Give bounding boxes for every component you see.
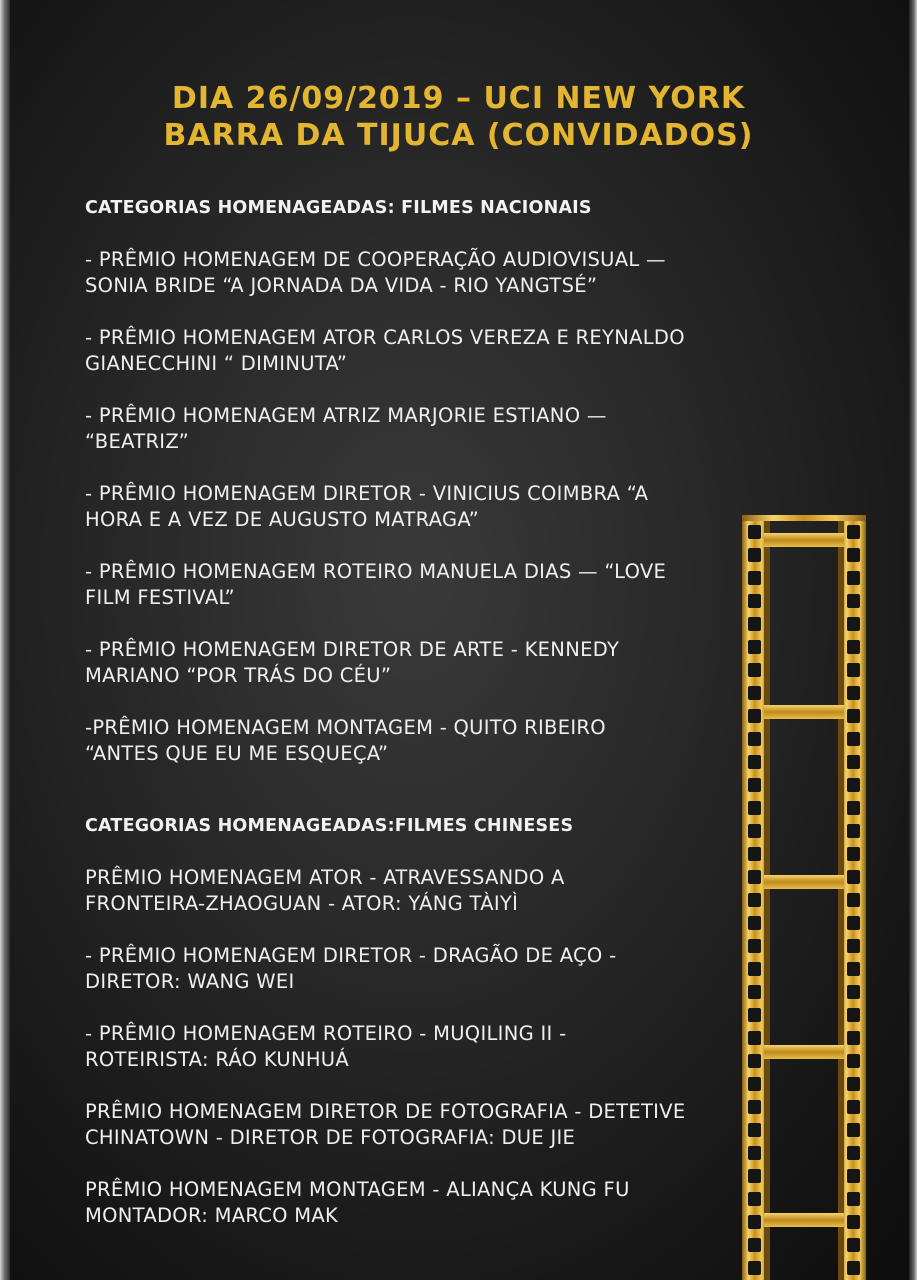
award-items [85,247,715,767]
event-date-venue: DIA 26/09/2019 – UCI NEW YORK [171,81,746,116]
award-item: - PRÊMIO HOMENAGEM ATOR CARLOS VEREZA E REYNALDO GIANECCHINI “ DIMINUTA” [85,326,685,375]
award-item: - PRÊMIO HOMENAGEM ROTEIRO - MUQILING II - ROTEIRISTA: RÁO KUNHUÁ [85,1022,567,1071]
award-list [85,195,715,1229]
film-strip-icon [742,515,866,1280]
award-items [85,865,715,1229]
section-title: CATEGORIAS HOMENAGEADAS:FILMES CHINESES [85,816,574,836]
award-item: - PRÊMIO HOMENAGEM DE COOPERAÇÃO AUDIOVISUAL — SONIA BRIDE “A JORNADA DA VIDA - RIO YANGTSÉ” [85,248,666,297]
section-national-films [85,195,715,767]
award-item: PRÊMIO HOMENAGEM DIRETOR DE FOTOGRAFIA - DETETIVE CHINATOWN - DIRETOR DE FOTOGRAFIA: DUE JIE [85,1100,686,1149]
event-header [0,80,917,154]
award-item: PRÊMIO HOMENAGEM MONTAGEM - ALIANÇA KUNG FU MONTADOR: MARCO MAK [85,1178,630,1227]
award-item: PRÊMIO HOMENAGEM ATOR - ATRAVESSANDO A FRONTEIRA-ZHAOGUAN - ATOR: YÁNG TÀIYÌ [85,866,565,915]
award-item: - PRÊMIO HOMENAGEM DIRETOR - DRAGÃO DE AÇO - DIRETOR: WANG WEI [85,944,617,993]
award-item: - PRÊMIO HOMENAGEM ATRIZ MARJORIE ESTIANO — “BEATRIZ” [85,404,607,453]
award-item: - PRÊMIO HOMENAGEM DIRETOR DE ARTE - KENNEDY MARIANO “POR TRÁS DO CÉU” [85,638,620,687]
award-item: -PRÊMIO HOMENAGEM MONTAGEM - QUITO RIBEIRO “ANTES QUE EU ME ESQUEÇA” [85,716,606,765]
award-item: - PRÊMIO HOMENAGEM ROTEIRO MANUELA DIAS — “LOVE FILM FESTIVAL” [85,560,667,609]
photo-edge-right [909,0,917,1280]
award-item: - PRÊMIO HOMENAGEM DIRETOR - VINICIUS COIMBRA “A HORA E A VEZ DE AUGUSTO MATRAGA” [85,482,649,531]
event-location: BARRA DA TIJUCA (CONVIDADOS) [163,118,754,153]
section-title: CATEGORIAS HOMENAGEADAS: FILMES NACIONAIS [85,198,592,218]
section-chinese-films [85,813,715,1229]
photo-edge-left [0,0,10,1280]
